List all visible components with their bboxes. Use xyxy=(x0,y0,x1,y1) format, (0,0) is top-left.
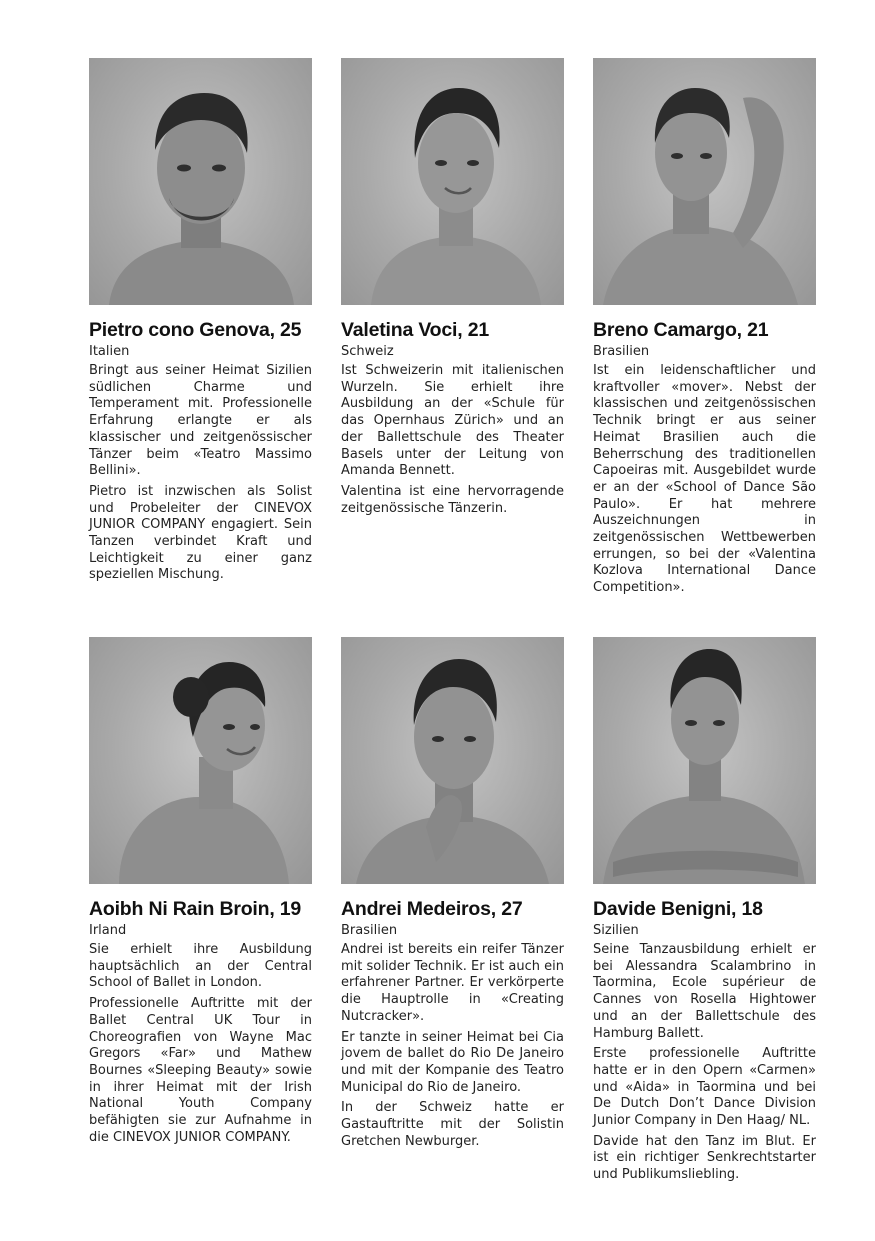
dancer-country: Sizilien xyxy=(593,923,639,938)
dancer-country: Brasilien xyxy=(341,923,398,938)
dancer-photo xyxy=(341,58,564,305)
dancer-card-andrei xyxy=(341,637,564,1154)
dancer-bio-paragraph: Er tanzte in seiner Heimat bei Cia jovem de ballet do Rio De Janeiro und mit der Kompanie des Teatro Municipal do Rio de Janeiro. xyxy=(341,1029,564,1095)
portrait-man-icon xyxy=(89,58,312,305)
dancer-name: Pietro cono Genova, 25 xyxy=(89,319,302,341)
dancer-bio-paragraph: Erste professionelle Auftritte hatte er in den Opern «Carmen» und «Aida» in Taormina und bei De Dutch Don’t Dance Division Junior Company in Den Haag/ NL. xyxy=(593,1046,816,1129)
dancer-bio-paragraph: Pietro ist inzwischen als Solist und Probeleiter der CINEVOX JUNIOR COMPANY engagiert. Sein Tanzen verbindet Kraft und Leichtigkeit zu einer ganz speziellen Mischung. xyxy=(89,483,312,583)
dancer-bio-paragraph: Bringt aus seiner Heimat Sizilien südlichen Charme und Temperament mit. Professionelle Erfahrung erlangte er als klassischer und zeitgenössischer Tänzer beim «Teatro Massimo Bellini». xyxy=(89,363,312,479)
dancer-photo xyxy=(341,637,564,884)
dancer-bio-paragraph: Valentina ist eine hervorragende zeitgenössische Tänzerin. xyxy=(341,483,564,516)
dancer-name: Davide Benigni, 18 xyxy=(593,898,763,920)
dancer-bio-paragraph: Professionelle Auftritte mit der Ballet Central UK Tour in Choreografien von Wayne Mac Gregors «Far» und Mathew Bournes «Sleeping Beauty» sowie in ihrer Heimat mit der Irish National Youth Company befähigten sie zur Aufnahme in die CINEVOX JUNIOR COMPANY. xyxy=(89,996,312,1145)
dancer-country: Italien xyxy=(89,344,130,359)
dancer-bio-paragraph: Seine Tanzausbildung erhielt er bei Alessandra Scalambrino in Taormina, Ecole supérieur de Cannes von Rosella Hightower und an der Ballettschule des Hamburg Ballett. xyxy=(593,942,816,1041)
portrait-man-icon xyxy=(341,637,564,884)
portrait-man-icon xyxy=(593,637,816,884)
dancer-photo xyxy=(89,637,312,884)
dancer-card-davide xyxy=(593,637,816,1188)
dancer-card-aoibh xyxy=(89,637,312,1150)
dancer-name: Breno Camargo, 21 xyxy=(593,319,769,341)
portrait-woman-icon xyxy=(341,58,564,305)
dancer-bio-paragraph: Davide hat den Tanz im Blut. Er ist ein richtiger Senkrechtstarter und Publikumsliebling. xyxy=(593,1133,816,1183)
dancer-bio-paragraph: Sie erhielt ihre Ausbildung hauptsächlich an der Central School of Ballet in London. xyxy=(89,942,312,991)
dancer-bio-paragraph: In der Schweiz hatte er Gastauftritte mit der Solistin Gretchen Newburger. xyxy=(341,1100,564,1149)
dancer-bio-paragraph: Andrei ist bereits ein reifer Tänzer mit solider Technik. Er ist auch ein erfahrener Partner. Er verkörperte die Hauptrolle in «Creating Nutcracker». xyxy=(341,942,564,1024)
dancer-name: Aoibh Ni Rain Broin, 19 xyxy=(89,898,302,920)
dancer-country: Schweiz xyxy=(341,344,394,359)
dancer-photo xyxy=(89,58,312,305)
dancer-card-breno xyxy=(593,58,816,601)
portrait-woman-icon xyxy=(89,637,312,884)
dancer-name: Andrei Medeiros, 27 xyxy=(341,898,523,920)
dancer-bio-paragraph: Ist Schweizerin mit italienischen Wurzeln. Sie erhielt ihre Ausbildung an der «Schule für das Opernhaus Zürich» und an der Ballettschule des Theater Basels unter der Leitung von Amanda Bennett. xyxy=(341,363,564,479)
dancer-photo xyxy=(593,58,816,305)
dancer-bio-paragraph: Ist ein leidenschaftlicher und kraftvoller «mover». Nebst der klassischen und zeitgenössischen Technik bringt er aus seiner Heimat Brasilien auch die Beherrschung des traditionellen Capoeiras mit. Ausgebildet wurde er an der «School of Dance São Paulo». Er hat mehrere Auszeichnungen in zeitgenössischen Wettbewerben errungen, so bei der «Valentina Kozlova International Dance Competition». xyxy=(593,363,816,596)
dancer-name: Valetina Voci, 21 xyxy=(341,319,489,341)
dancer-country: Brasilien xyxy=(593,344,650,359)
dancer-card-valetina xyxy=(341,58,564,521)
dancer-country: Irland xyxy=(89,923,127,938)
portrait-man-icon xyxy=(593,58,816,305)
dancer-photo xyxy=(593,637,816,884)
dancer-card-pietro xyxy=(89,58,312,588)
